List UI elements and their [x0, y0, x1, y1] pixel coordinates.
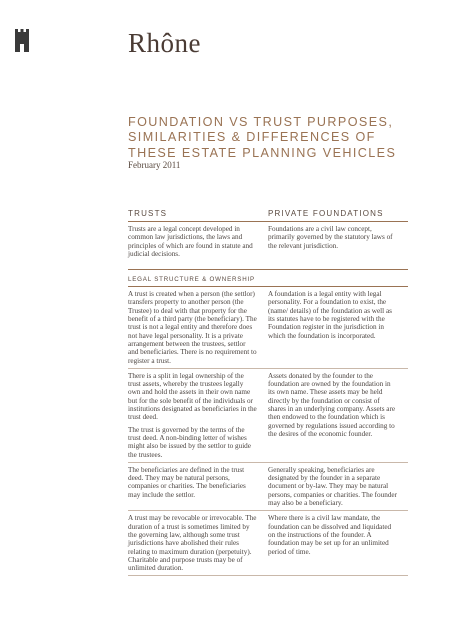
cell-paragraph: Where there is a civil law mandate, the foundation can be dissolved and liquidated on the instructions of the founder. A foundation may be set up for an unlimited period of time.: [268, 514, 392, 556]
cell-paragraph: Generally speaking, beneficiaries are designated by the founder in a separate document or by-law. They may be natural persons, companies or charities. The founder may also be a beneficiary.: [268, 465, 398, 508]
intro-trusts: Trusts are a legal concept developed in common law jurisdictions, the laws and principles of which are found in statute and judicial decisions.: [128, 225, 253, 258]
cell-paragraph: The trust is governed by the terms of the trust deed. A non-binding letter of wishes might also be issued by the settlor to guide the trustees.: [128, 425, 251, 459]
table-row: [128, 287, 408, 369]
intro-foundations: Foundations are a civil law concept, primarily governed by the statutory laws of the relevant jurisdiction.: [268, 225, 393, 250]
foundation-cell: [268, 511, 397, 575]
cell-paragraph: The beneficiaries are defined in the trust deed. They may be natural persons, companies or charities. The beneficiaries may include the settlor.: [128, 465, 246, 499]
cell-paragraph: A foundation is a legal entity with legal personality. For a foundation to exist, the (name/ details) of the foundation as well as its statutes have to be registered with the Foundation register in the jurisdiction in which the foundation is incorporated.: [268, 290, 392, 340]
document-date: February 2011: [128, 160, 181, 170]
cell-paragraph: Assets donated by the founder to the foundation are owned by the foundation in its own name. These assets may be held directly by the foundation or consist of shares in an underlying company. Assets are then endowed to the foundation which is governed by regulations issued according to the desires of the economic founder.: [268, 371, 396, 438]
foundation-cell: [268, 463, 397, 510]
brand-wordmark: Rhône: [128, 28, 201, 58]
document-title: FOUNDATION VS TRUST PURPOSES, SIMILARITIES & DIFFERENCES OF THESE ESTATE PLANNING VEHICLES: [128, 115, 397, 160]
table-row: [128, 463, 408, 511]
table-header: [128, 209, 408, 222]
cell-paragraph: There is a split in legal ownership of the trust assets, whereby the trustees legally own and hold the assets in their own name but for the sole benefit of the individuals or institutions designated as beneficiaries in the trust deed.: [128, 371, 257, 422]
castle-logo-icon: [14, 28, 30, 52]
column-header-foundations: PRIVATE FOUNDATIONS: [268, 209, 384, 218]
trust-cell: [128, 511, 257, 575]
foundation-cell: [268, 369, 397, 462]
section-heading: LEGAL STRUCTURE & OWNERSHIP: [128, 269, 408, 287]
trust-cell: [128, 287, 257, 368]
column-header-trusts: TRUSTS: [128, 209, 168, 218]
table-row: [128, 369, 408, 463]
trust-cell: [128, 369, 257, 462]
table-row: [128, 511, 408, 576]
trust-cell: [128, 463, 257, 510]
foundation-cell: [268, 287, 397, 368]
cell-paragraph: A trust is created when a person (the settlor) transfers property to another person (the Trustee) to deal with that property for the benefit of a third party (the beneficiary). The trust is not a legal entity and therefore does not have legal personality. It is a private arrangement between the trustees, settlor and beneficiaries. There is no requirement to register a trust.: [128, 290, 257, 365]
table-row: [128, 222, 408, 269]
comparison-table: [128, 209, 408, 576]
cell-paragraph: A trust may be revocable or irrevocable. The duration of a trust is sometimes limited by the governing law, although some trust jurisdictions have abolished their rules relating to maximum duration (perpetuity). Charitable and purpose trusts may be of unlimited duration.: [128, 514, 257, 573]
